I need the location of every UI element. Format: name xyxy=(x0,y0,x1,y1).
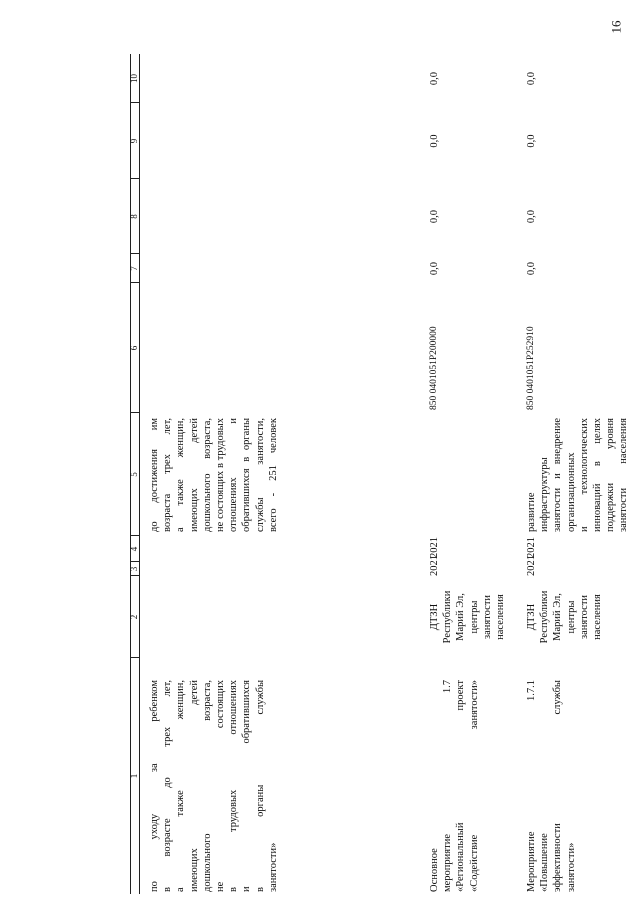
measure-name xyxy=(525,680,578,892)
measure-name-line: имеющих детей xyxy=(188,680,200,892)
table-container xyxy=(129,54,630,894)
measure-name-line: не состоящих xyxy=(215,680,227,892)
measure-name-line: и обратившихся xyxy=(241,680,253,892)
executor-line: Марий Эл, xyxy=(455,593,467,641)
expected-result-line: обратившихся в органы xyxy=(241,418,253,532)
executor-line: ДТЗН xyxy=(526,603,537,631)
page-number: 16 xyxy=(608,20,623,34)
executor-line: Марий Эл, xyxy=(552,593,564,641)
value-col-9 xyxy=(525,107,538,175)
expected-result-line: имеющих детей xyxy=(188,418,200,532)
budget-code xyxy=(428,284,441,410)
column-separator xyxy=(130,253,139,254)
value-col-9-line: 0,0 xyxy=(429,134,440,148)
column-number-5: 5 xyxy=(129,472,139,477)
column-number-10: 10 xyxy=(129,74,139,83)
executor-line: Республики xyxy=(539,590,551,644)
column-separator xyxy=(130,575,139,576)
value-col-10-line: 0,0 xyxy=(429,71,440,86)
expected-result xyxy=(525,418,631,532)
expected-result-line: отношениях и xyxy=(228,418,240,532)
expected-result-line: организационных xyxy=(565,452,577,532)
expected-result-line: и технологических xyxy=(578,418,590,532)
executor-line: ДТЗН xyxy=(429,603,440,631)
expected-result-line: до достижения им xyxy=(149,418,160,532)
executor-line: центры xyxy=(468,600,480,634)
budget-code xyxy=(525,284,538,410)
start-year-line: 2021 xyxy=(526,555,537,576)
expected-result-line: инфраструктуры xyxy=(539,457,551,532)
value-col-8-line: 0,0 xyxy=(526,209,537,224)
column-number-1: 1 xyxy=(129,773,139,779)
executor-line: населения xyxy=(495,594,507,640)
measure-name-line: «Повышение xyxy=(539,833,551,892)
expected-result-line: инноваций в целях xyxy=(592,418,604,532)
expected-result-line: развитие xyxy=(526,492,537,532)
column-number-8: 8 xyxy=(129,214,139,219)
measure-name-line: занятости» xyxy=(565,842,577,892)
measure-name-line: а также женщин, xyxy=(175,680,187,892)
executor xyxy=(525,580,604,654)
column-number-2: 2 xyxy=(129,614,139,620)
column-separator xyxy=(130,412,139,413)
value-col-8-line: 0,0 xyxy=(429,209,440,224)
end-year-line: 2021 xyxy=(429,537,440,558)
expected-result-line: службы занятости, xyxy=(254,418,266,532)
expected-result-line: возраста трех лет, xyxy=(162,418,174,532)
column-number-6: 6 xyxy=(129,345,139,351)
expected-result-line: занятости и внедрение xyxy=(552,418,564,532)
value-col-9 xyxy=(428,107,441,175)
measure-name xyxy=(148,680,280,892)
column-number-9: 9 xyxy=(129,138,139,144)
measure-name-line: Основное xyxy=(429,848,440,892)
column-number-3: 3 xyxy=(129,566,139,572)
measure-name-line: мероприятие 1.7 xyxy=(442,680,454,892)
measure-name-line: по уходу за ребенком xyxy=(149,680,160,892)
column-separator xyxy=(130,102,139,103)
column-number-7: 7 xyxy=(129,266,139,271)
measure-name-line: в трудовых отношениях xyxy=(228,680,240,892)
executor xyxy=(428,580,507,654)
expected-result xyxy=(148,418,280,532)
measure-name-line: эффективности службы xyxy=(552,680,564,892)
value-col-7-line: 0,0 xyxy=(429,261,440,276)
measure-name xyxy=(428,680,481,892)
end-year-line: 2021 xyxy=(526,537,537,558)
value-col-7 xyxy=(525,258,538,279)
expected-result-line: дошкольного возраста, xyxy=(201,418,213,532)
start-year-line: 2021 xyxy=(429,555,440,576)
measure-name-line: «Содействие занятости» xyxy=(468,680,480,892)
expected-result-line: поддержки уровня xyxy=(605,418,617,532)
column-separator xyxy=(130,535,139,536)
executor-line: центры xyxy=(565,600,577,634)
value-col-7-line: 0,0 xyxy=(526,261,537,276)
program-table xyxy=(129,54,630,894)
measure-name-line: «Региональный проект xyxy=(455,680,467,892)
expected-result-line: всего - 251 человек xyxy=(267,418,279,532)
executor-line: населения xyxy=(592,594,604,640)
measure-name-line: в возрасте до трех лет, xyxy=(162,680,174,892)
budget-code-line: 850 0401051P200000 xyxy=(429,326,439,410)
header-bottom-border xyxy=(139,54,140,894)
measure-name-line: занятости» xyxy=(267,842,279,892)
value-col-7 xyxy=(428,258,441,279)
column-number-4: 4 xyxy=(129,546,139,552)
measure-name-line: дошкольного возраста, xyxy=(201,680,213,892)
budget-code-line: 850 0401051P252910 xyxy=(526,326,536,410)
executor-line: занятости xyxy=(481,594,493,640)
value-col-9-line: 0,0 xyxy=(526,134,537,148)
expected-result-line: не состоящих в трудовых xyxy=(215,418,227,532)
value-col-10 xyxy=(525,58,538,99)
measure-name-line: Мероприятие 1.7.1 xyxy=(526,680,537,892)
column-separator xyxy=(130,657,139,658)
value-col-10-line: 0,0 xyxy=(526,71,537,86)
expected-result-line: а также женщин, xyxy=(175,418,187,532)
measure-name-line: в органы службы xyxy=(254,680,266,892)
column-separator xyxy=(130,561,139,562)
column-separator xyxy=(130,282,139,283)
end-year xyxy=(428,532,441,558)
value-col-8 xyxy=(428,183,441,250)
value-col-10 xyxy=(428,58,441,99)
value-col-8 xyxy=(525,183,538,250)
expected-result-line: занятости населения xyxy=(618,418,630,532)
column-separator xyxy=(130,178,139,179)
executor-line: Республики xyxy=(442,590,454,644)
end-year xyxy=(525,532,538,558)
executor-line: занятости xyxy=(578,594,590,640)
